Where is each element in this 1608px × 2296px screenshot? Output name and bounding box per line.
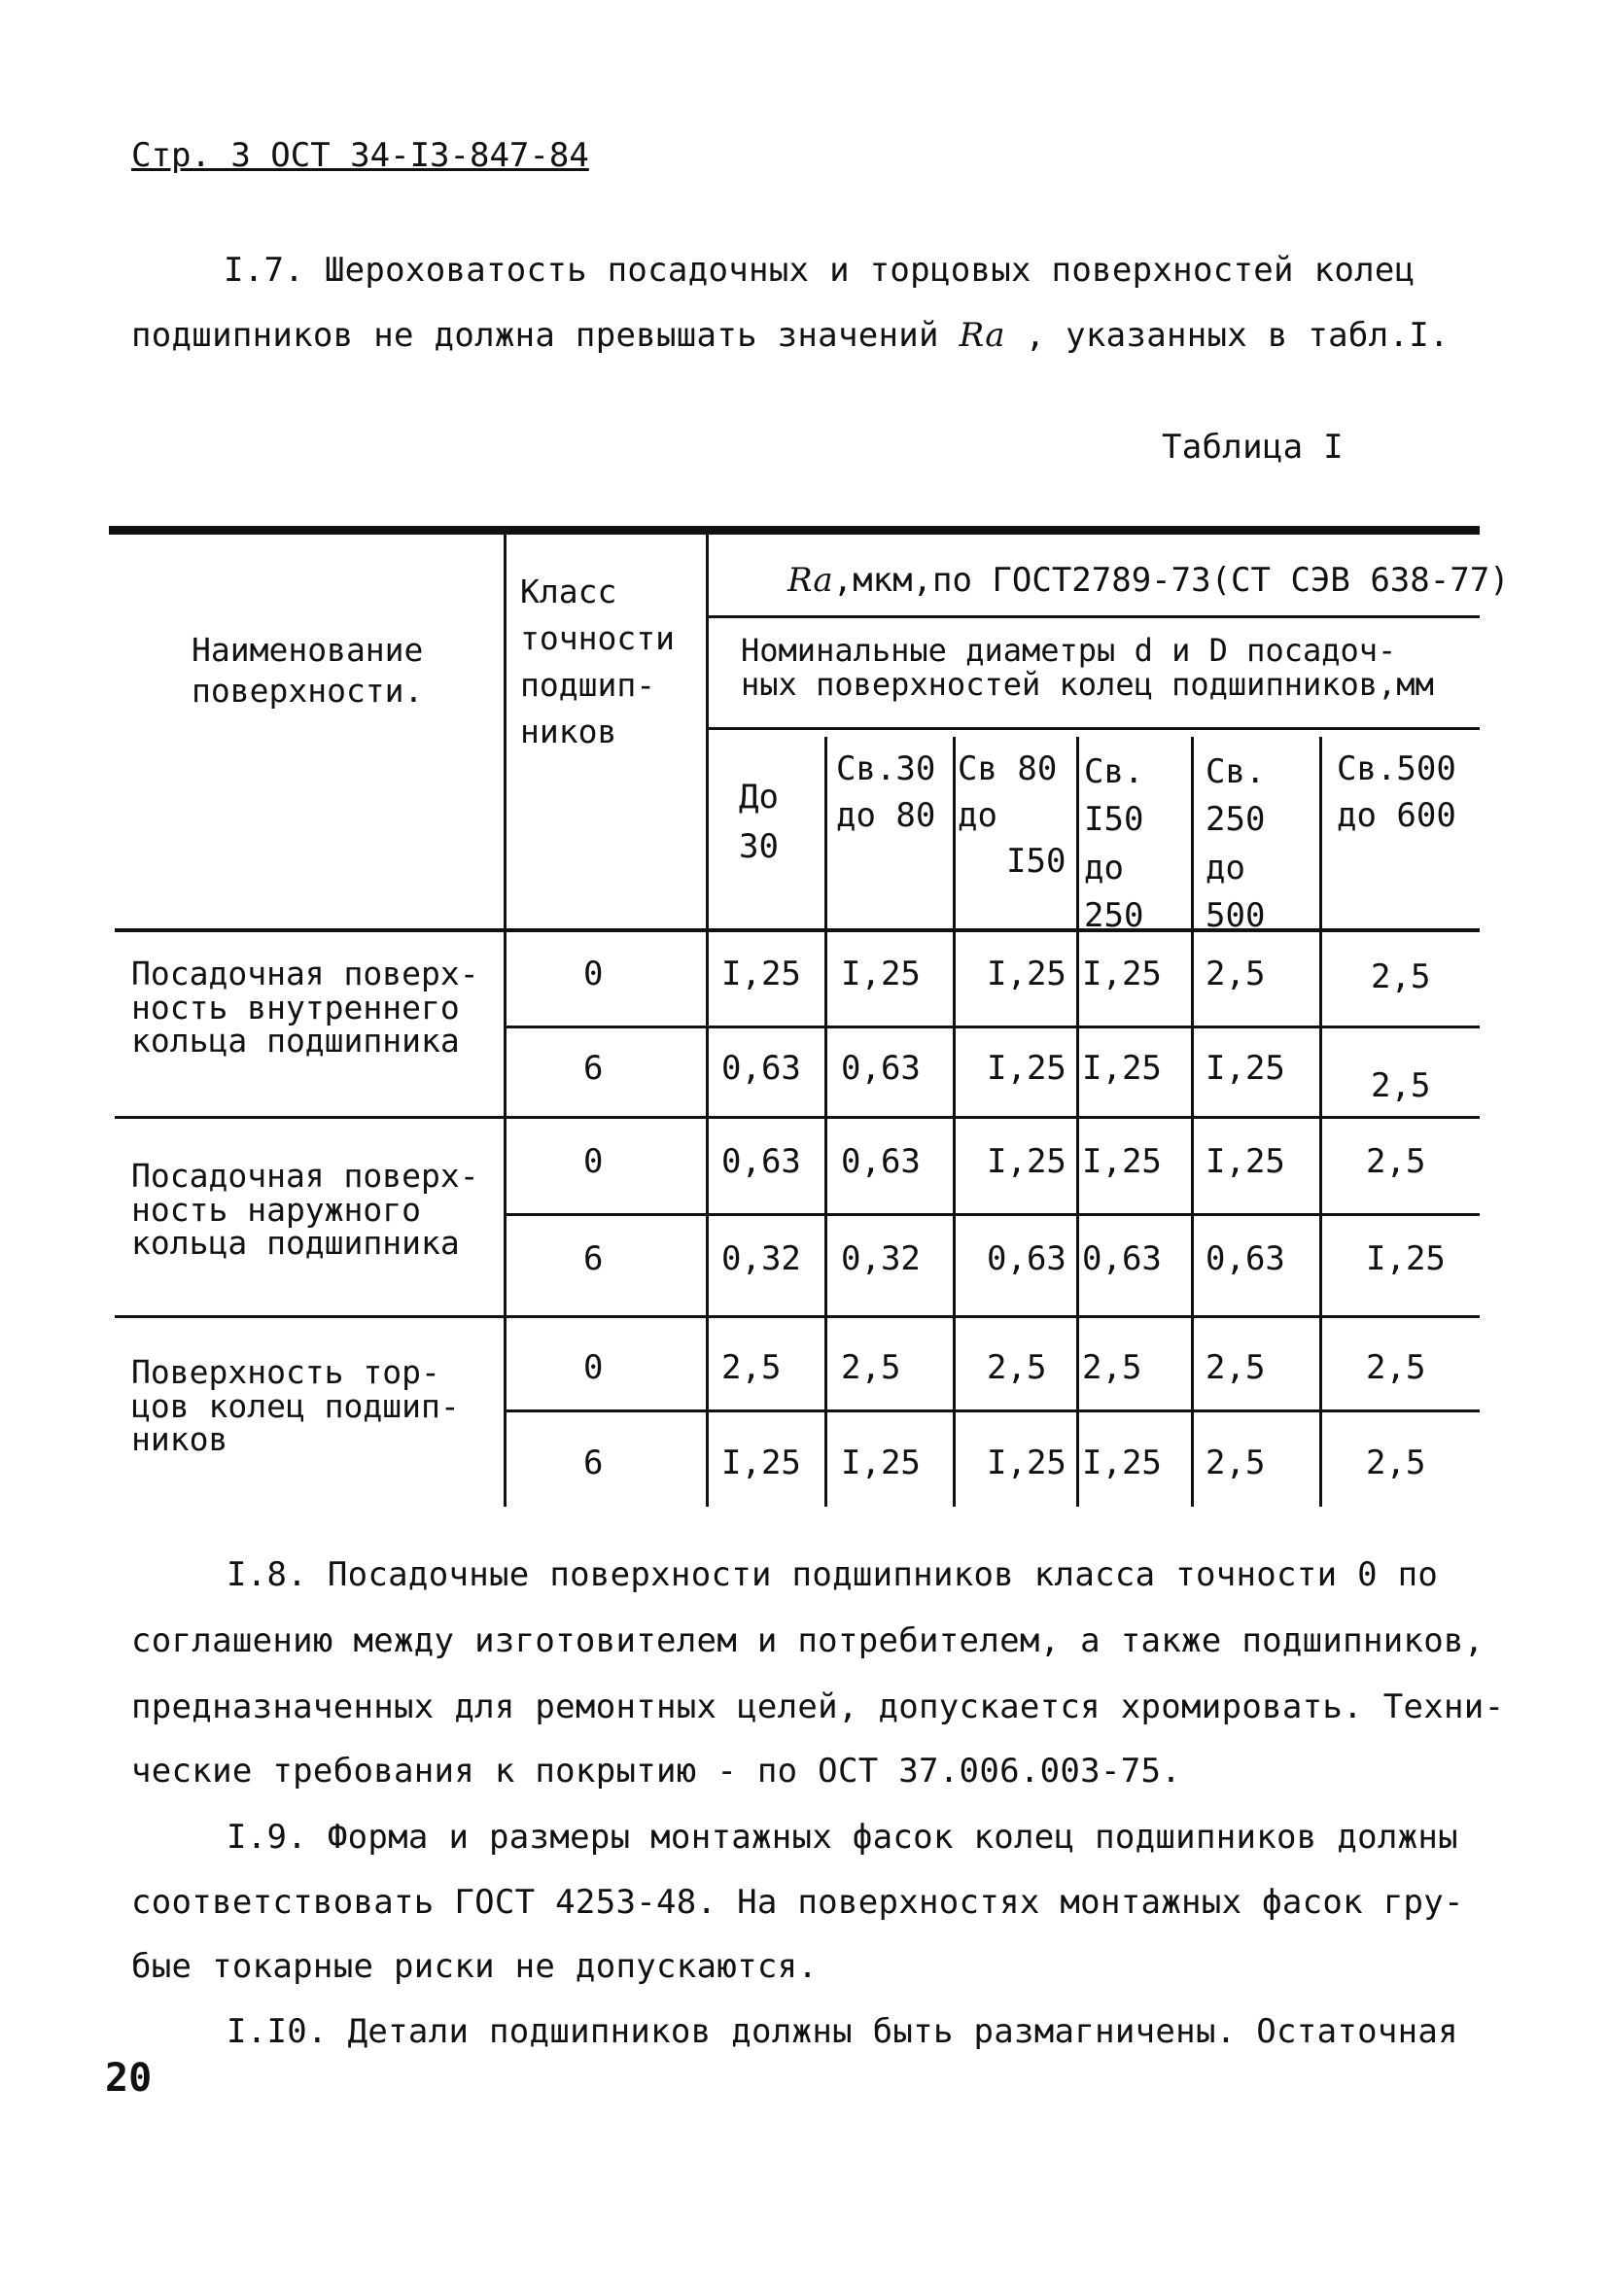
range-3-l1: Св 80	[958, 749, 1058, 788]
group-2-l1: Посадочная поверх-	[131, 1157, 479, 1195]
value-cell: 0,32	[721, 1239, 801, 1278]
group-2-l2: ность наружного	[131, 1190, 422, 1229]
group-3-l2: цов колец подшип-	[131, 1386, 460, 1425]
col-header-name-l2: поверхности.	[192, 672, 424, 711]
diameter-header-l1: Номинальные диаметры d и D посадоч-	[741, 632, 1397, 669]
ra-header-text: ,мкм,по ГОСТ2789-73(СТ СЭВ 638-77)	[832, 561, 1510, 600]
value-cell: I,25	[1082, 1049, 1162, 1088]
table-hline-ra	[706, 615, 1480, 618]
para-1-7-line-1: I.7. Шероховатость посадочных и торцовых поверхностей колец	[224, 251, 1416, 290]
class-cell: 6	[583, 1049, 604, 1088]
table-hline-head-bottom	[115, 928, 1480, 932]
range-header-4	[1084, 748, 1143, 940]
table-vline-1	[504, 535, 507, 1507]
value-cell: I,25	[721, 1444, 801, 1482]
para-1-7-text-b: , указанных в табл.I.	[1004, 316, 1450, 355]
value-cell: 2,5	[1082, 1348, 1142, 1387]
value-cell: I,25	[1206, 1049, 1285, 1088]
ra-header-symbol: Ra	[787, 561, 833, 600]
value-cell: 2,5	[1366, 1444, 1426, 1482]
value-cell: 2,5	[1366, 1142, 1426, 1181]
value-cell: 0,63	[987, 1239, 1066, 1278]
table-vline-4	[953, 737, 956, 1507]
value-cell: I,25	[1082, 1444, 1162, 1482]
range-5-l2: 250	[1206, 800, 1266, 840]
value-cell: 2,5	[841, 1348, 901, 1387]
table-hline-diam	[706, 727, 1480, 730]
table-hline-g1-mid	[504, 1026, 1480, 1028]
value-cell: 2,5	[987, 1348, 1047, 1387]
class-cell: 6	[583, 1239, 604, 1278]
para-1-8-line-3: предназначенных для ремонтных целей, допускается хромировать. Техни-	[131, 1687, 1505, 1726]
group-name-2	[131, 1157, 479, 1263]
table-hline-g2-end	[115, 1315, 1480, 1318]
range-3-l3: I50	[1006, 842, 1066, 882]
value-cell: 0,63	[1206, 1239, 1285, 1278]
diameter-header-l2: ных поверхностей колец подшипников,мм	[741, 666, 1434, 704]
table-hline-g2-mid	[504, 1213, 1480, 1216]
group-1-l2: ность внутреннего	[131, 988, 460, 1026]
value-cell: 2,5	[1371, 1066, 1431, 1105]
range-header-6	[1337, 747, 1456, 839]
ra-header	[787, 561, 1510, 600]
range-5-l4: 500	[1206, 895, 1266, 935]
value-cell: 0,32	[841, 1239, 921, 1278]
table-vline-5	[1076, 737, 1079, 1507]
page-header: Стр. 3 ОСТ 34-I3-847-84	[131, 136, 589, 175]
value-cell: I,25	[987, 1444, 1066, 1482]
range-4-l2: I50	[1084, 800, 1144, 840]
value-cell: I,25	[1206, 1142, 1285, 1181]
group-1-l1: Посадочная поверх-	[131, 955, 479, 992]
value-cell: 0,63	[1082, 1239, 1162, 1278]
group-3-l3: ников	[131, 1420, 228, 1459]
group-3-l1: Поверхность тор-	[131, 1353, 440, 1391]
para-1-9-line-3: бые токарные риски не допускаются.	[131, 1947, 819, 1986]
range-5-l1: Св.	[1206, 752, 1266, 791]
para-1-8-line-1: I.8. Посадочные поверхности подшипников класса точности 0 по	[227, 1555, 1439, 1594]
table-hline-g1-end	[115, 1116, 1480, 1119]
col-header-class-l3: подшип-	[520, 665, 656, 704]
range-2-l2: до 80	[836, 795, 936, 835]
table-hline-g3-mid	[504, 1409, 1480, 1412]
range-header-5	[1206, 748, 1265, 940]
value-cell: I,25	[1366, 1239, 1446, 1278]
group-2-l3: кольца подшипника	[131, 1224, 460, 1263]
para-1-10-line-1: I.I0. Детали подшипников должны быть размагничены. Остаточная	[227, 2012, 1458, 2051]
value-cell: 0,63	[841, 1142, 921, 1181]
range-2-l1: Св.30	[836, 749, 936, 788]
value-cell: I,25	[721, 955, 801, 993]
class-cell: 6	[583, 1444, 604, 1482]
value-cell: 0,63	[721, 1049, 801, 1088]
range-header-3	[958, 747, 1066, 886]
value-cell: I,25	[841, 955, 921, 993]
group-1-l3: кольца подшипника	[131, 1022, 460, 1061]
range-header-1	[739, 773, 779, 872]
value-cell: I,25	[987, 955, 1066, 993]
group-name-3	[131, 1353, 460, 1459]
col-header-name-l1: Наименование	[192, 631, 424, 669]
range-6-l1: Св.500	[1337, 749, 1456, 788]
col-header-class-l2: точности	[520, 618, 675, 657]
value-cell: I,25	[987, 1049, 1066, 1088]
para-1-9-line-2: соответствовать ГОСТ 4253-48. На поверхностях монтажных фасок гру-	[131, 1883, 1464, 1922]
range-6-l2: до 600	[1337, 795, 1456, 835]
value-cell: 2,5	[1206, 955, 1266, 993]
class-cell: 0	[583, 1142, 604, 1181]
value-cell: 2,5	[1371, 957, 1431, 996]
value-cell: 0,63	[841, 1049, 921, 1088]
para-1-7-text-a: подшипников не должна превышать значений	[131, 316, 960, 355]
col-header-class-l1: Класс	[520, 573, 617, 610]
value-cell: I,25	[1082, 955, 1162, 993]
range-4-l1: Св.	[1084, 752, 1144, 791]
group-name-1	[131, 957, 479, 1059]
value-cell: 2,5	[721, 1348, 782, 1387]
para-1-8-line-4: ческие требования к покрытию - по ОСТ 37.006.003-75.	[131, 1752, 1182, 1791]
class-cell: 0	[583, 955, 604, 993]
page-number: 20	[105, 2056, 153, 2101]
col-header-class-l4: ников	[520, 712, 617, 750]
table-caption: Таблица I	[1162, 428, 1344, 467]
para-1-7-line-2	[131, 316, 1450, 355]
col-header-class	[520, 569, 675, 754]
value-cell: I,25	[1082, 1142, 1162, 1181]
table-top-rule	[109, 526, 1480, 535]
value-cell: 2,5	[1366, 1348, 1426, 1387]
value-cell: 0,63	[721, 1142, 801, 1181]
range-header-2	[836, 747, 935, 839]
range-3-l2: до	[958, 795, 997, 835]
class-cell: 0	[583, 1348, 604, 1387]
para-1-8-line-2: соглашению между изготовителем и потребителем, а также подшипников,	[131, 1621, 1485, 1660]
range-1-l1: До	[739, 778, 779, 817]
table-vline-7	[1319, 737, 1322, 1507]
value-cell: 2,5	[1206, 1444, 1266, 1482]
diameter-header	[741, 634, 1434, 702]
para-1-9-line-1: I.9. Форма и размеры монтажных фасок колец подшипников должны	[227, 1818, 1458, 1857]
table-vline-2	[706, 535, 709, 1507]
range-5-l3: до	[1206, 848, 1245, 887]
ra-symbol: Ra	[959, 316, 1005, 355]
range-1-l2: 30	[739, 827, 779, 866]
value-cell: I,25	[841, 1444, 921, 1482]
col-header-name	[192, 630, 423, 712]
range-4-l4: 250	[1084, 895, 1144, 935]
value-cell: 2,5	[1206, 1348, 1266, 1387]
table-vline-6	[1191, 737, 1194, 1507]
table-vline-3	[824, 737, 827, 1507]
range-4-l3: до	[1084, 848, 1124, 887]
value-cell: I,25	[987, 1142, 1066, 1181]
